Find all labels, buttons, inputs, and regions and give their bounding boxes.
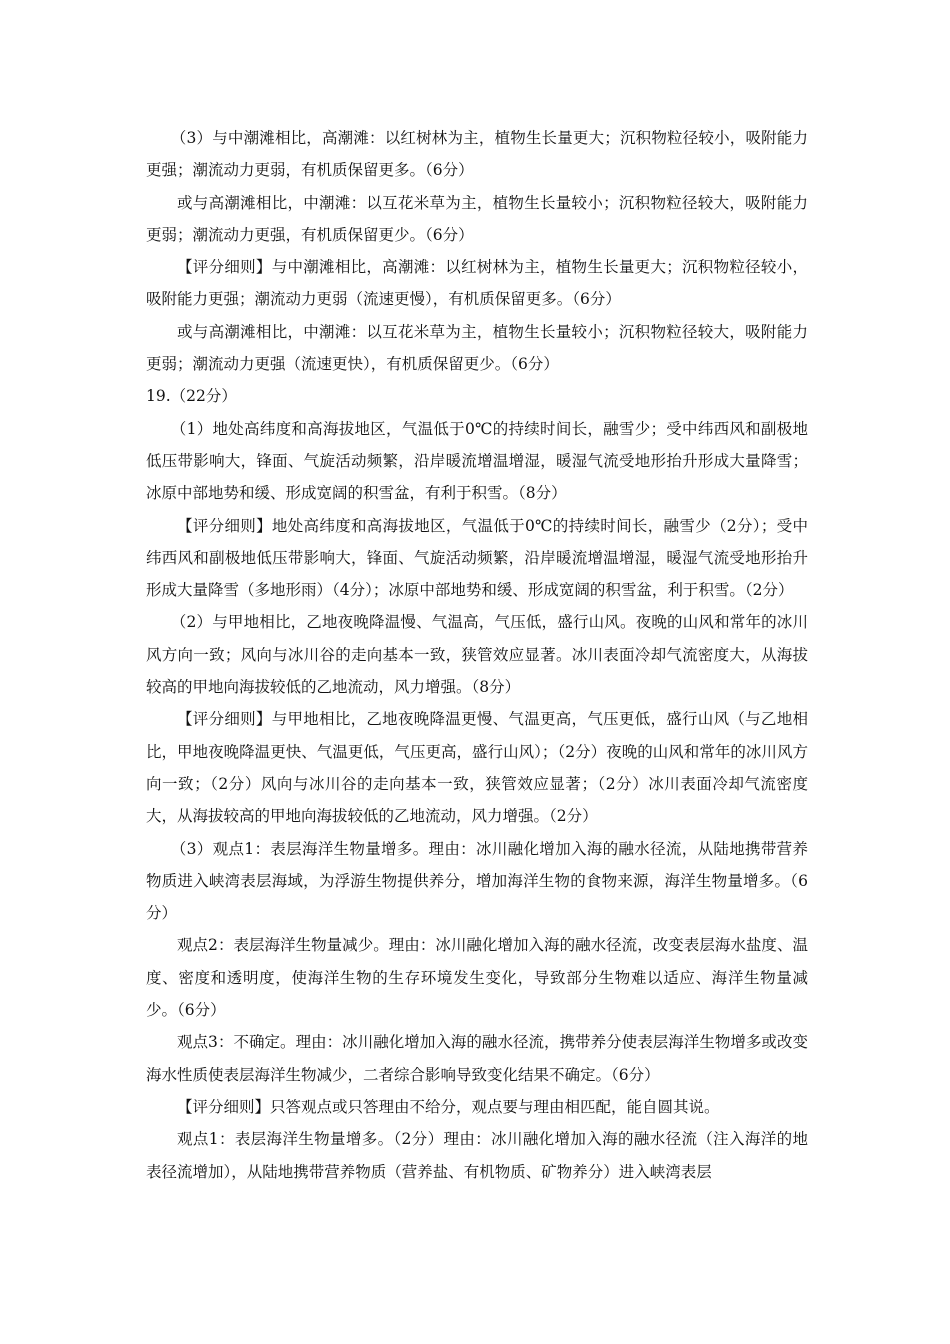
paragraph-q19-3-view3: 观点3：不确定。理由：冰川融化增加入海的融水径流，携带养分使表层海洋生物增多或改变海水性质使表层海洋生物减少，二者综合影响导致变化结果不确定。（6分） [146,1033,808,1084]
paragraph-q18-3-scoring: 【评分细则】与中潮滩相比，高潮滩：以红树林为主，植物生长量更大；沉积物粒径较小，吸附能力更强；潮流动力更弱（流速更慢），有机质保留更多。（6分） [146,258,808,309]
paragraph-q19-3-view2: 观点2：表层海洋生物量减少。理由：冰川融化增加入海的融水径流，改变表层海水盐度、温度、密度和透明度，使海洋生物的生存环境发生变化，导致部分生物难以适应、海洋生物量减少。（6分） [146,936,808,1020]
paragraph-q19-1-answer: （1）地处高纬度和高海拔地区，气温低于0℃的持续时间长，融雪少；受中纬西风和副极地低压带影响大，锋面、气旋活动频繁，沿岸暖流增温增湿，暖湿气流受地形抬升形成大量降雪；冰原中部地势和缓、形成宽阔的积雪盆，有利于积雪。（8分） [146,419,808,503]
paragraph-q19-3-scoring-view1: 观点1：表层海洋生物量增多。（2分）理由：冰川融化增加入海的融水径流（注入海洋的地表径流增加），从陆地携带营养物质（营养盐、有机物质、矿物养分）进入峡湾表层 [146,1130,808,1181]
paragraph-q19-2-answer: （2）与甲地相比，乙地夜晚降温慢、气温高，气压低，盛行山风。夜晚的山风和常年的冰川风方向一致；风向与冰川谷的走向基本一致，狭管效应显著。冰川表面冷却气流密度大，从海拔较高的甲地向海拔较低的乙地流动，风力增强。（8分） [146,613,808,697]
paragraph-q18-3-answer: （3）与中潮滩相比，高潮滩：以红树林为主，植物生长量更大；沉积物粒径较小，吸附能力更强；潮流动力更弱，有机质保留更多。（6分） [146,129,808,180]
question-19-heading: 19.（22分） [146,387,237,406]
paragraph-q19-1-scoring: 【评分细则】地处高纬度和高海拔地区，气温低于0℃的持续时间长，融雪少（2分）；受中纬西风和副极地低压带影响大，锋面、气旋活动频繁，沿岸暖流增温增湿，暖湿气流受地形抬升形成大量降雪（多地形雨）（4分）；冰原中部地势和缓、形成宽阔的积雪盆，利于积雪。（2分） [146,516,808,600]
paragraph-q18-3-alt-scoring: 或与高潮滩相比，中潮滩：以互花米草为主，植物生长量较小；沉积物粒径较大，吸附能力更弱；潮流动力更强（流速更快），有机质保留更少。（6分） [146,322,808,374]
paragraph-q19-3-scoring-note: 【评分细则】只答观点或只答理由不给分，观点要与理由相匹配，能自圆其说。 [177,1097,720,1116]
paragraph-q18-3-alt-answer: 或与高潮滩相比，中潮滩：以互花米草为主，植物生长量较小；沉积物粒径较大，吸附能力更弱；潮流动力更强，有机质保留更少。（6分） [146,193,808,244]
paragraph-q19-2-scoring: 【评分细则】与甲地相比，乙地夜晚降温更慢、气温更高，气压更低，盛行山风（与乙地相比，甲地夜晚降温更快、气温更低，气压更高，盛行山风）；（2分）夜晚的山风和常年的冰川风方向一致；（2分）风向与冰川谷的走向基本一致，狭管效应显著；（2分）冰川表面冷却气流密度大，从海拔较高的甲地向海拔较低的乙地流动，风力增强。（2分） [146,710,808,826]
paragraph-q19-3-view1: （3）观点1：表层海洋生物量增多。理由：冰川融化增加入海的融水径流，从陆地携带营养物质进入峡湾表层海域，为浮游生物提供养分，增加海洋生物的食物来源，海洋生物量增多。（6分） [146,839,808,923]
document-page [146,122,808,1188]
